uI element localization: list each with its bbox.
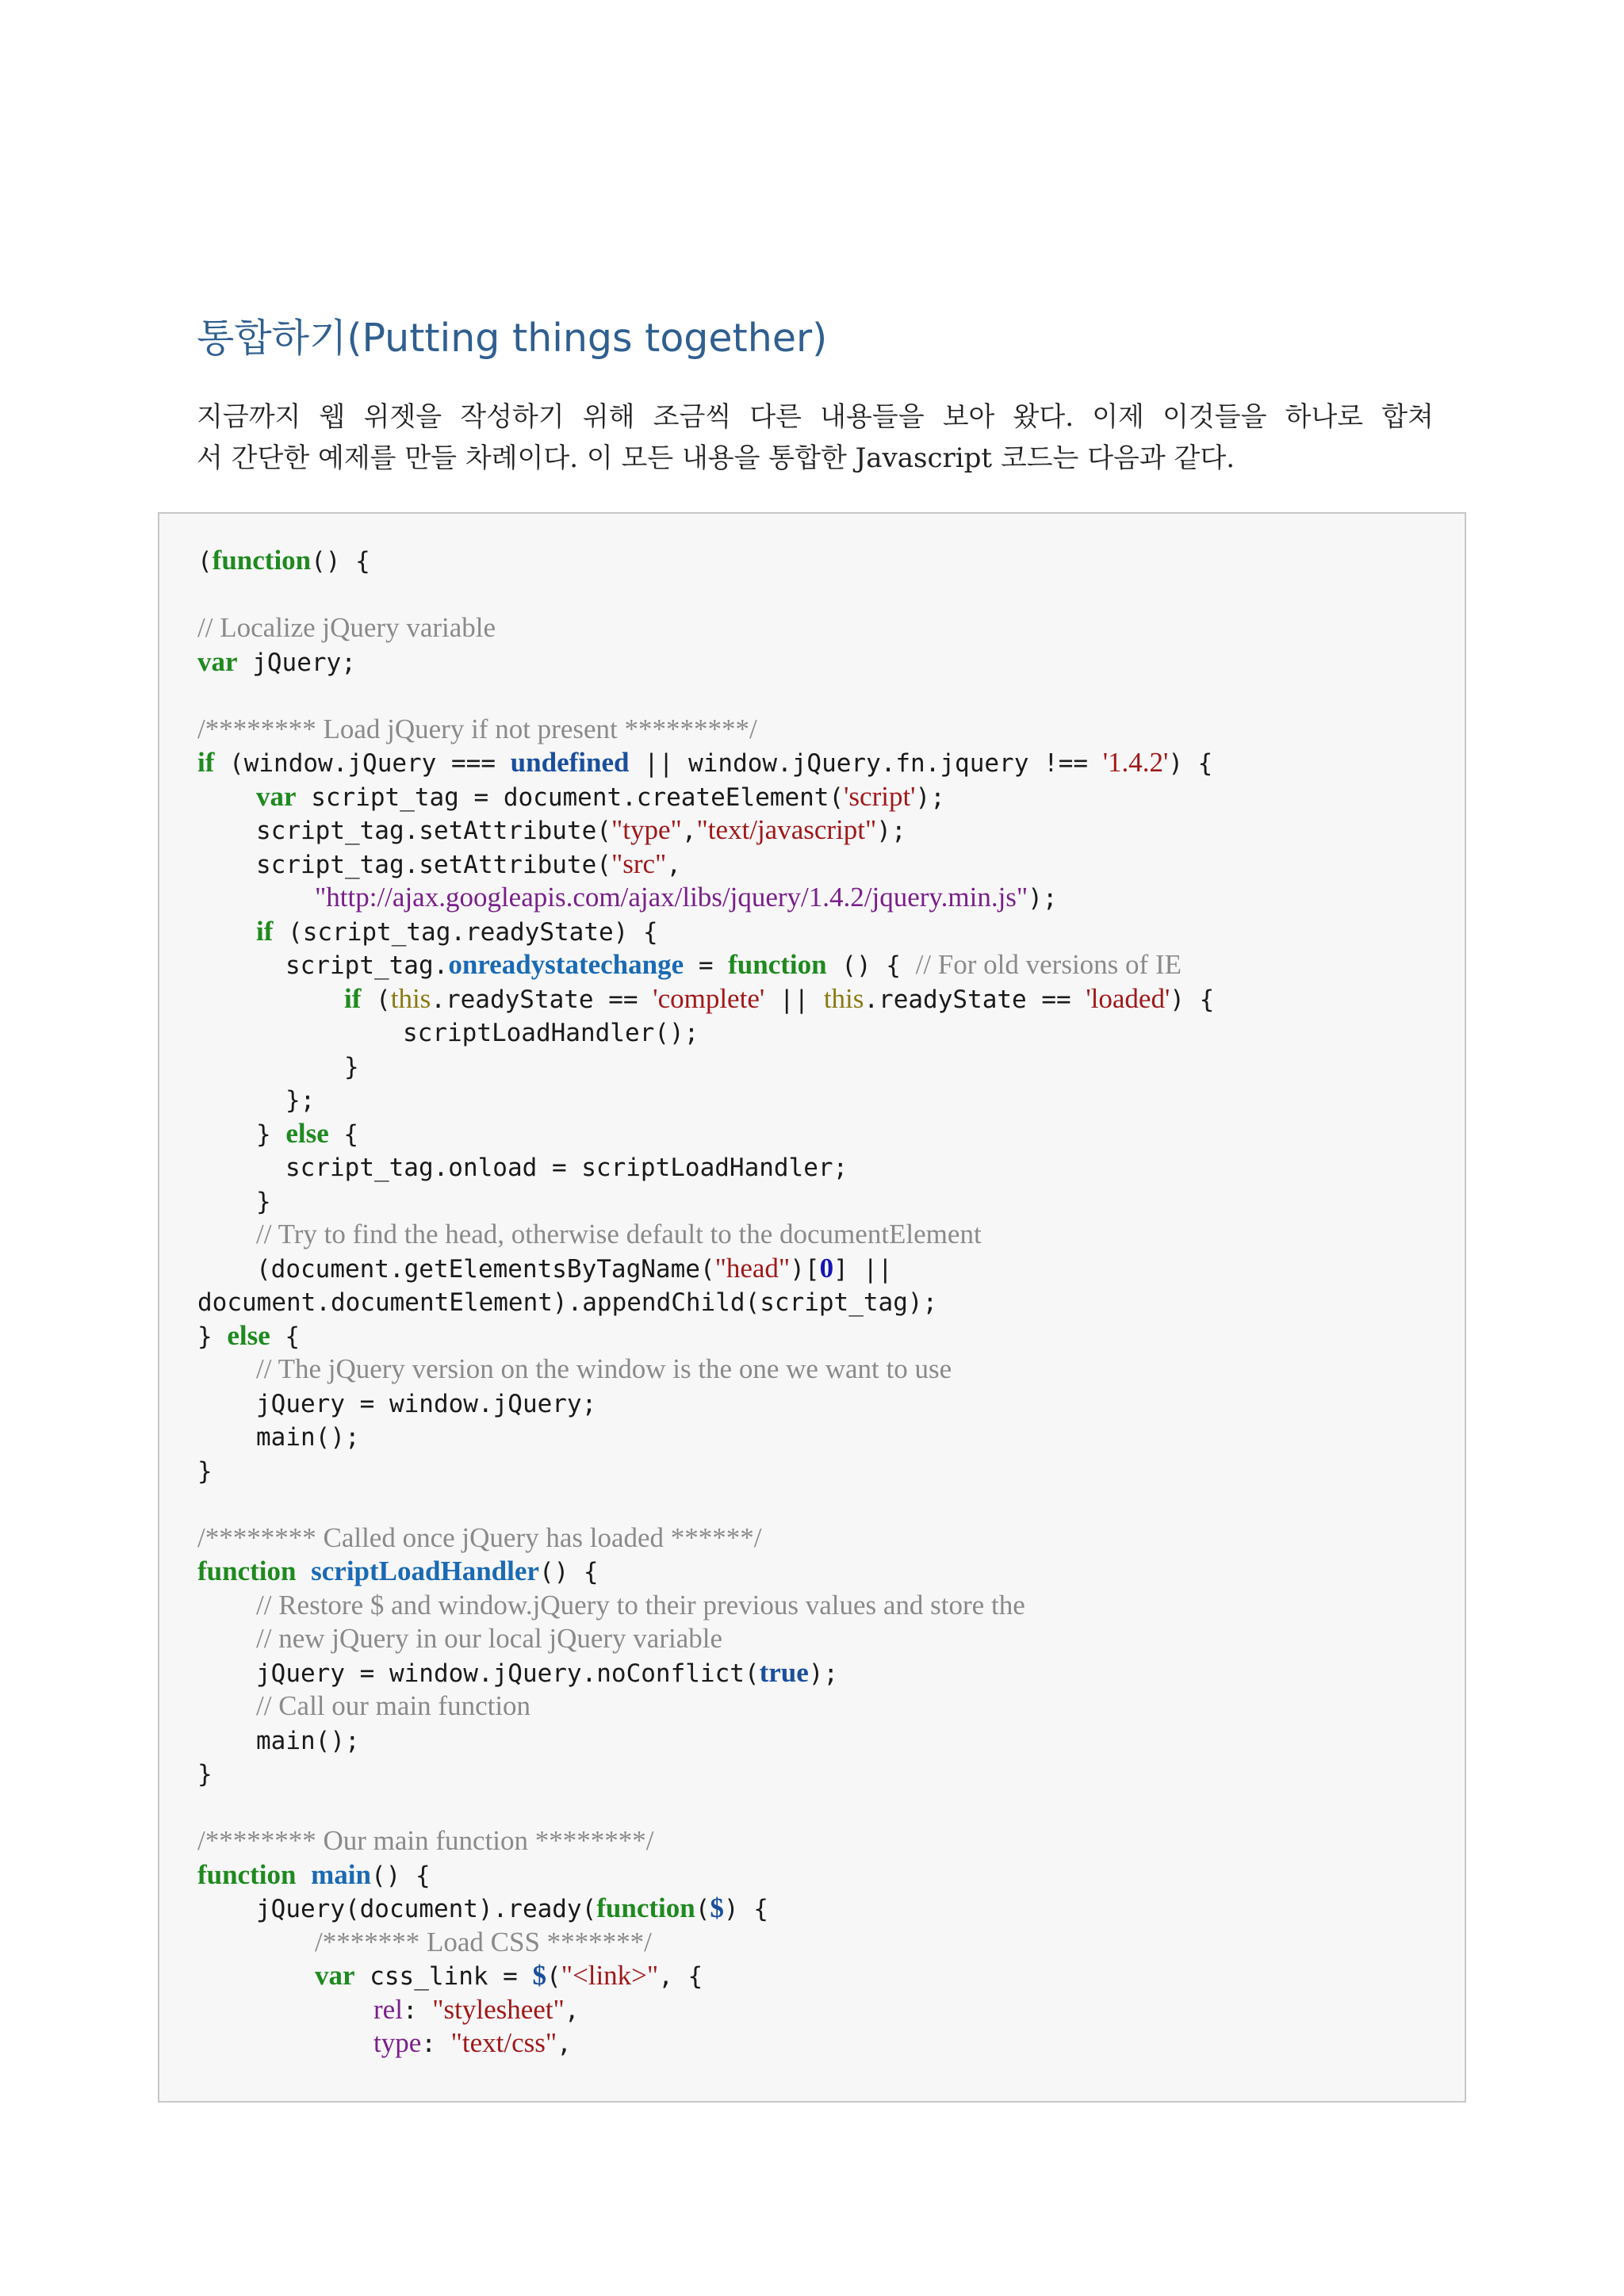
code-token-kw: function [596,1892,695,1923]
code-line [197,915,1214,949]
code-line [197,1252,1214,1286]
code-token-str: "text/javascript" [696,814,877,845]
code-token-str: "stylesheet" [432,1993,565,2025]
code-token-code: script_tag.onload = scriptLoadHandler; [285,1154,848,1182]
code-line [197,982,1214,1016]
code-token-cmt: /******** Our main function ********/ [197,1825,654,1856]
code-token-code: } [256,1187,271,1216]
code-token-prop: rel [373,1993,403,2025]
code-token-kw: function [197,1858,297,1890]
code-token-code: ); [808,1659,839,1688]
code-token-code: jQuery = window.jQuery; [256,1389,597,1418]
code-token-code: jQuery(document).ready( [256,1895,597,1923]
code-token-code [296,1862,311,1890]
code-token-code: ( [546,1962,561,1991]
code-token-code: ) { [723,1895,768,1923]
code-line [197,1050,1214,1084]
code-line [197,948,1214,982]
code-token-str: "type" [611,814,682,845]
code-line [197,679,1214,713]
code-line [197,1420,1214,1454]
code-token-code: css_link = [354,1962,533,1991]
code-line [197,611,1214,645]
code-token-const: undefined [510,747,630,778]
section-heading: 통합하기(Putting things together) [197,316,828,361]
code-token-code: , [681,817,697,845]
code-token-str: "head" [714,1252,791,1284]
code-token-code: } [197,1322,228,1351]
code-token-code: : [421,2030,451,2058]
code-token-code: : [402,1996,433,2025]
code-line [197,780,1214,814]
code-token-fn: scriptLoadHandler [311,1556,539,1586]
code-token-code: .readyState == [431,985,653,1014]
code-token-code: ); [876,817,906,845]
code-token-dollar: $ [710,1892,724,1923]
code-token-this: this [823,982,864,1014]
code-token-cmt: // Localize jQuery variable [197,612,496,643]
code-line [197,1150,1214,1184]
code-token-const: true [759,1656,809,1688]
code-line [197,1016,1214,1050]
code-token-code: ] || [833,1254,893,1284]
code-token-str: "src" [611,848,667,879]
code-token-code: , [557,2030,572,2058]
code-token-cmt: // new jQuery in our local jQuery variable [256,1623,722,1654]
code-token-code: } [197,1760,213,1789]
code-token-code: ) { [1168,749,1213,778]
code-token-kw: else [227,1319,270,1351]
code-line [197,1959,1214,1993]
code-token-code: main(); [256,1423,360,1452]
code-token-num: 0 [819,1252,834,1284]
code-line [197,645,1214,679]
code-token-str: 'complete' [653,982,765,1014]
code-token-code: || [764,985,824,1014]
code-line [197,1184,1214,1219]
code-token-code: ); [915,783,945,812]
code-token-kw: function [197,1556,297,1586]
code-line [197,1724,1214,1758]
code-line [197,578,1214,612]
code-token-code: } [256,1119,286,1149]
code-token-kw: function [728,949,827,980]
code-token-kw: var [315,1960,355,1991]
code-token-cmt: // For old versions of IE [915,949,1182,980]
code-line [197,1555,1214,1589]
code-line [197,713,1214,747]
code-line [197,1353,1214,1387]
code-line [197,2026,1214,2061]
code-line [197,746,1214,780]
code-token-code: , [564,1996,580,2025]
intro-paragraph [197,396,1434,479]
code-token-code: , { [658,1962,703,1991]
code-token-code: document.documentElement).appendChild(script_tag); [197,1288,938,1317]
code-token-kw: else [285,1117,329,1149]
code-line [197,1454,1214,1488]
code-token-str: '1.4.2' [1102,747,1169,778]
code-line [197,1757,1214,1791]
code-token-kw: if [256,915,274,947]
code-token-cmt: // Try to find the head, otherwise default to the documentElement [256,1219,982,1249]
code-line [197,544,1214,578]
code-token-kw: if [197,747,215,778]
code-token-kw: function [212,545,312,576]
code-line [197,813,1214,848]
code-line [197,1824,1214,1858]
code-token-fn: main [311,1858,371,1890]
code-token-code: (document.getElementsByTagName( [256,1254,715,1284]
code-token-code: || window.jQuery.fn.jquery !== [629,749,1103,778]
code-token-str: "<link>" [561,1960,659,1991]
code-token-code: scriptLoadHandler(); [403,1019,699,1047]
code-token-dollar: $ [532,1960,547,1991]
code-line [197,1656,1214,1690]
code-token-code: )[ [790,1254,820,1284]
code-token-code: ( [197,547,213,576]
code-line [197,1791,1214,1825]
code-token-code: script_tag. [285,951,449,980]
intro-line-1: 지금까지 웹 위젯을 작성하기 위해 조금씩 다른 내용들을 보아 왔다. 이제 이것들을 하나로 합쳐 [197,401,1434,433]
code-token-fn: onreadystatechange [448,949,684,980]
code-line [197,1622,1214,1656]
code-token-prop: type [373,2027,422,2058]
code-line [197,1117,1214,1151]
code-token-cmt: // Restore $ and window.jQuery to their previous values and store the [256,1589,1025,1621]
code-token-cmt: /******* Load CSS *******/ [315,1926,652,1957]
code-token-code: jQuery; [237,648,356,677]
intro-line-2: 서 간단한 예제를 만들 차례이다. 이 모든 내용을 통합한 Javascript 코드는 다음과 같다. [197,442,1235,474]
code-token-str: "text/css" [450,2027,557,2058]
code-listing [197,544,1214,2061]
code-token-kw: var [256,780,297,812]
code-token-kw: var [197,645,238,677]
code-line [197,1285,1214,1319]
code-line [197,1892,1214,1926]
code-token-str: 'script' [844,780,916,812]
code-line [197,1858,1214,1892]
code-token-code: () { [311,547,370,576]
code-token-code: () { [371,1861,431,1890]
code-token-cmt: // The jQuery version on the window is the one we want to use [256,1353,952,1384]
code-token-code: script_tag = document.createElement( [296,783,845,812]
code-token-code: ( [361,985,391,1014]
code-token-code: , [666,850,681,879]
code-line [197,1083,1214,1117]
code-token-code: .readyState == [864,985,1086,1014]
code-token-code: script_tag.setAttribute( [256,817,611,845]
code-token-this: this [390,982,431,1014]
code-line [197,1689,1214,1724]
code-line [197,848,1214,882]
code-token-code: () { [538,1558,599,1586]
code-token-code: main(); [256,1726,360,1755]
code-token-code: (window.jQuery === [214,749,511,778]
code-token-kw: if [344,982,362,1014]
code-token-code: { [270,1322,301,1351]
code-token-code: ( [695,1895,710,1923]
code-token-str: 'loaded' [1086,982,1170,1014]
code-token-code: = [684,951,729,980]
code-token-cmt: /******** Load jQuery if not present *********/ [197,713,757,744]
code-line [197,1487,1214,1521]
code-line [197,1521,1214,1556]
code-token-code: }; [285,1086,316,1115]
code-token-code: (script_tag.readyState) { [273,917,658,947]
code-block [158,512,1466,2103]
code-token-code: script_tag.setAttribute( [256,850,611,879]
code-token-code: ) { [1170,985,1215,1014]
code-token-code: } [197,1456,213,1486]
code-token-url: "http://ajax.googleapis.com/ajax/libs/jquery/1.4.2/jquery.min.js" [315,882,1028,913]
code-line [197,1387,1214,1421]
code-line [197,1319,1214,1353]
code-line [197,881,1214,915]
code-token-code: { [328,1119,359,1149]
code-token-code: jQuery = window.jQuery.noConflict( [256,1659,760,1688]
code-line [197,1218,1214,1252]
code-token-code [296,1558,311,1586]
code-line [197,1926,1214,1960]
code-line [197,1589,1214,1623]
code-token-code: } [344,1052,359,1081]
code-line [197,1993,1214,2027]
code-token-code: () { [826,951,916,980]
code-token-code: ); [1028,884,1058,913]
code-token-cmt: // Call our main function [256,1690,531,1721]
code-token-cmt: /******** Called once jQuery has loaded ******/ [197,1521,762,1553]
